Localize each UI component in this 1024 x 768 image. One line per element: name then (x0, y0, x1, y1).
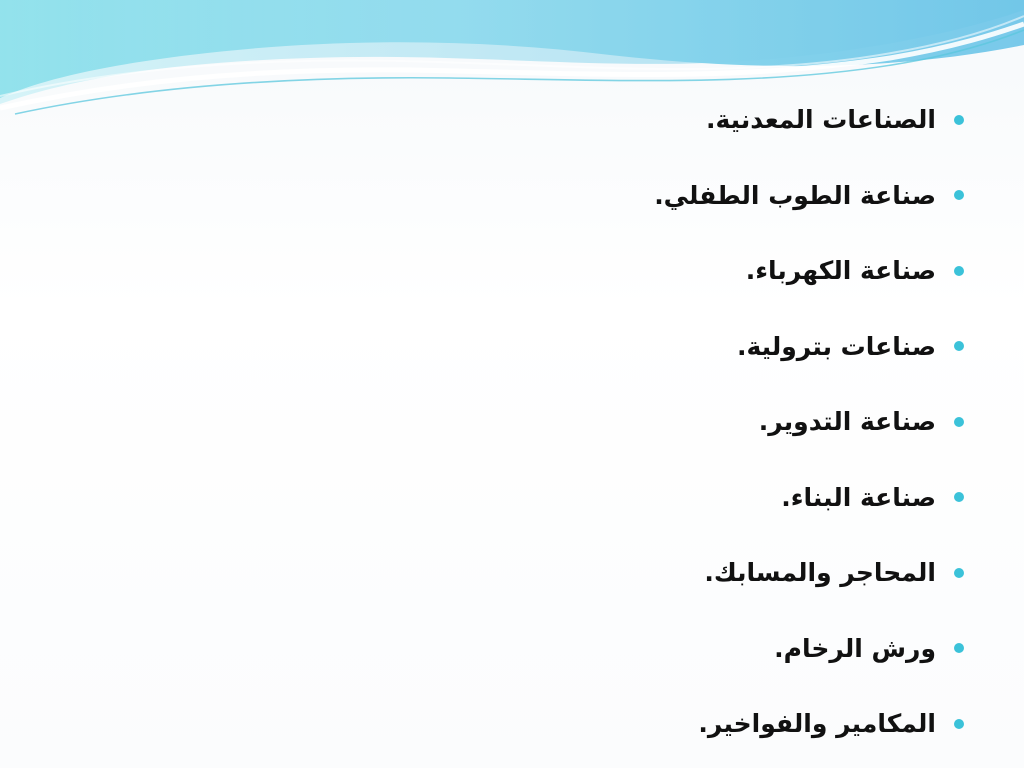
bullet-dot-icon (954, 492, 964, 502)
bullet-dot-icon (954, 568, 964, 578)
bullet-dot-icon (954, 115, 964, 125)
list-item (404, 384, 964, 460)
list-item-text: صناعة الطوب الطفلي. (654, 180, 936, 210)
list-item-text: صناعة الكهرباء. (745, 256, 936, 286)
list-item (404, 535, 964, 611)
bullet-list (404, 82, 964, 762)
list-item-text: صناعات بترولية. (737, 331, 936, 361)
list-item (404, 611, 964, 687)
bullet-dot-icon (954, 719, 964, 729)
list-item-text: ورش الرخام. (774, 633, 936, 663)
list-item (404, 686, 964, 762)
list-item-text: صناعة التدوير. (758, 407, 936, 437)
bullet-dot-icon (954, 643, 964, 653)
bullet-dot-icon (954, 190, 964, 200)
list-item (404, 158, 964, 234)
bullet-dot-icon (954, 341, 964, 351)
list-item (404, 309, 964, 385)
bullet-dot-icon (954, 266, 964, 276)
list-item-text: المكامير والفواخير. (698, 709, 936, 739)
list-item-text: المحاجر والمسابك. (704, 558, 936, 588)
list-item-text: الصناعات المعدنية. (706, 105, 936, 135)
list-item (404, 233, 964, 309)
list-item (404, 460, 964, 536)
bullet-dot-icon (954, 417, 964, 427)
list-item-text: صناعة البناء. (781, 482, 936, 512)
list-item (404, 82, 964, 158)
